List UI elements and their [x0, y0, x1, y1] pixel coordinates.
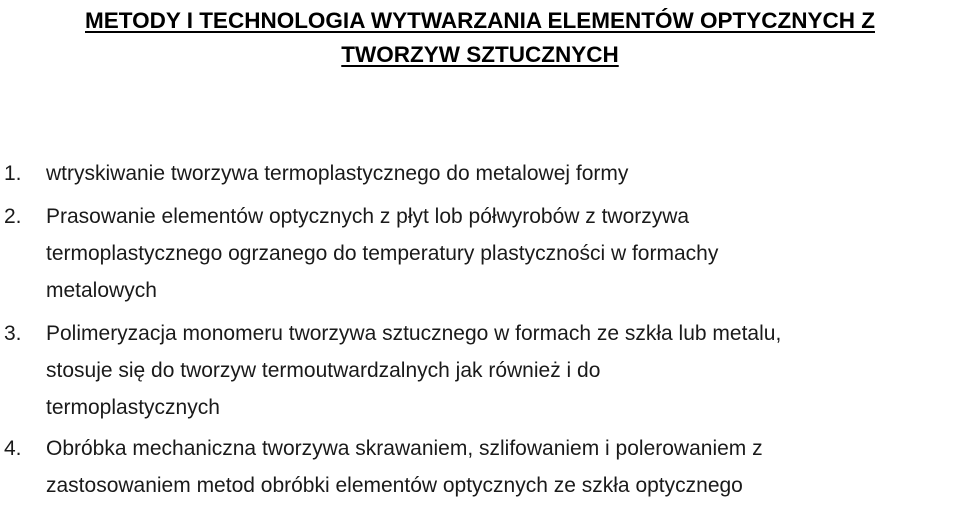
list-item-text	[46, 155, 951, 192]
page-title	[0, 4, 960, 72]
list-item-line: wtryskiwanie tworzywa termoplastycznego do metalowej formy	[46, 162, 629, 185]
list-item-line: zastosowaniem metod obróbki elementów optycznych ze szkła optycznego	[46, 474, 743, 497]
list-item-number: 4.	[4, 437, 22, 460]
list-item-line: Prasowanie elementów optycznych z płyt lob półwyrobów z tworzywa	[46, 205, 690, 228]
list-item-line: Polimeryzacja monomeru tworzywa sztucznego w formach ze szkła lub metalu,	[46, 322, 782, 345]
list-item-number: 1.	[4, 162, 22, 185]
method-list	[0, 155, 960, 504]
page-title-line-2: TWORZYW SZTUCZNYCH	[341, 42, 619, 67]
list-item-2	[0, 198, 960, 309]
list-item-text	[46, 315, 951, 426]
list-item-line: termoplastycznych	[46, 396, 220, 419]
list-item-line: Obróbka mechaniczna tworzywa skrawaniem, szlifowaniem i polerowaniem z	[46, 437, 763, 460]
list-item-text	[46, 430, 951, 504]
list-item-line: stosuje się do tworzyw termoutwardzalnych jak również i do	[46, 359, 601, 382]
page-title-line-1: METODY I TECHNOLOGIA WYTWARZANIA ELEMENTÓW OPTYCZNYCH Z	[85, 8, 875, 33]
list-item-text	[46, 198, 951, 309]
list-item-3	[0, 315, 960, 426]
list-item-number: 2.	[4, 205, 22, 228]
list-item-line: termoplastycznego ogrzanego do temperatury plastyczności w formachy	[46, 242, 719, 265]
list-item-line: metalowych	[46, 279, 157, 302]
list-item-1	[0, 155, 960, 192]
list-item-4	[0, 430, 960, 504]
list-item-number: 3.	[4, 322, 22, 345]
